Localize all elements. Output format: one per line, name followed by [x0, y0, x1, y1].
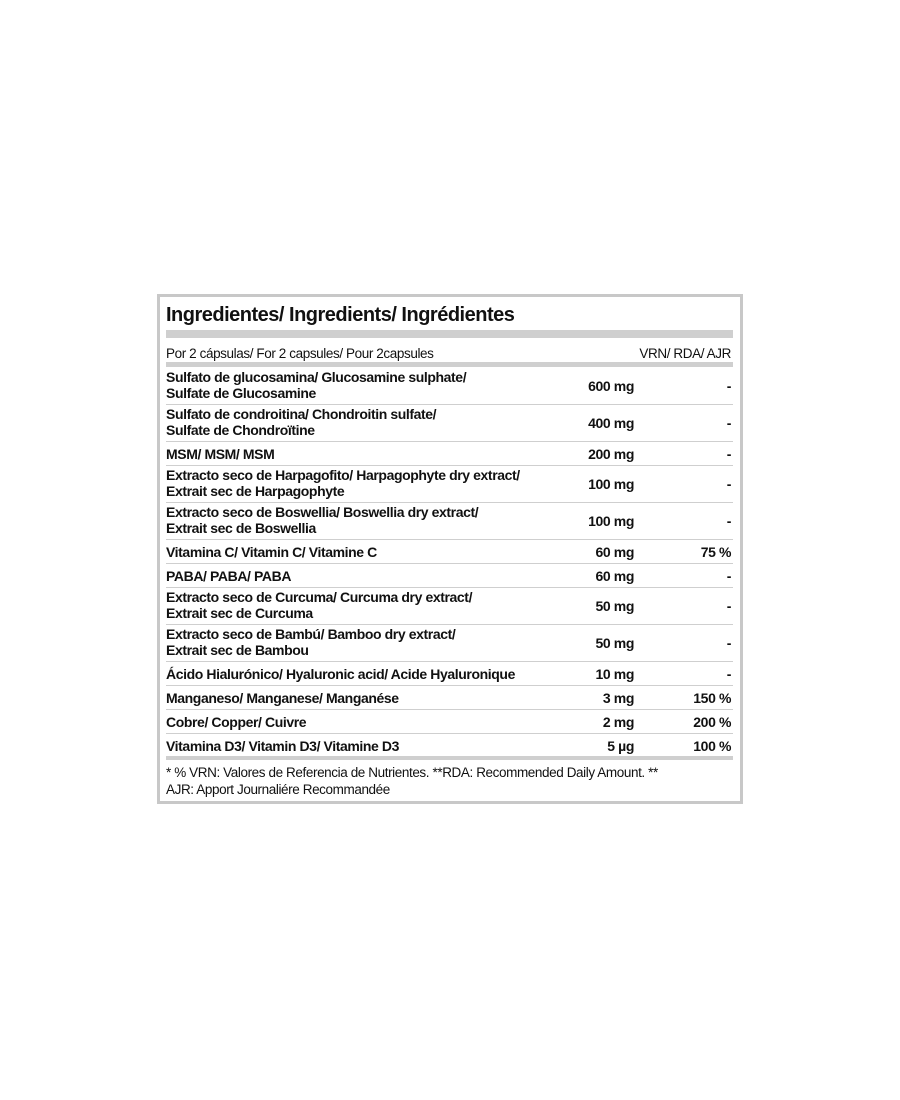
- ingredient-name-line-1: Sulfato de glucosamina/ Glucosamine sulphate/: [166, 369, 467, 385]
- ingredient-name-line-1: Vitamina D3/ Vitamin D3/ Vitamine D3: [166, 738, 400, 754]
- table-bottom-divider: [166, 756, 733, 760]
- ingredients-table-body: [166, 368, 733, 758]
- ingredient-amount: 2 mg: [602, 714, 634, 730]
- ingredient-name: [166, 369, 466, 401]
- ingredient-name: [166, 738, 399, 754]
- ingredient-name-line-1: MSM/ MSM/ MSM: [166, 446, 275, 462]
- ingredient-name-line-1: Extracto seco de Harpagofito/ Harpagophyte dry extract/: [166, 467, 520, 483]
- footnote: [166, 764, 733, 798]
- ingredient-amount: 3 mg: [602, 690, 634, 706]
- table-row: [166, 503, 733, 540]
- table-row: [166, 405, 733, 442]
- table-row: [166, 466, 733, 503]
- ingredient-name: [166, 544, 377, 560]
- ingredient-amount: 5 µg: [607, 738, 634, 754]
- ingredient-name: [166, 666, 515, 682]
- table-row: [166, 564, 733, 588]
- table-row: [166, 662, 733, 686]
- ingredient-name: [166, 406, 436, 438]
- ingredient-vrn: 100 %: [693, 738, 731, 754]
- vrn-column-header: VRN/ RDA/ AJR: [639, 346, 731, 361]
- ingredient-name-line-2: Sulfate de Chondroïtine: [166, 422, 315, 438]
- ingredient-amount: 60 mg: [595, 568, 634, 584]
- table-row: [166, 442, 733, 466]
- table-row: [166, 710, 733, 734]
- per-serving-label: Por 2 cápsulas/ For 2 capsules/ Pour 2capsules: [166, 346, 434, 361]
- table-row: [166, 734, 733, 758]
- table-row: [166, 588, 733, 625]
- ingredient-vrn: -: [726, 513, 731, 529]
- ingredient-amount: 100 mg: [588, 513, 634, 529]
- ingredient-name-line-2: Extrait sec de Boswellia: [166, 520, 316, 536]
- ingredient-amount: 60 mg: [595, 544, 634, 560]
- ingredients-panel: [157, 294, 743, 804]
- table-row: [166, 540, 733, 564]
- ingredient-vrn: 150 %: [693, 690, 731, 706]
- ingredient-name-line-1: Sulfato de condroitina/ Chondroitin sulfate/: [166, 406, 437, 422]
- ingredient-name-line-1: Extracto seco de Curcuma/ Curcuma dry extract/: [166, 589, 473, 605]
- footnote-line-2: AJR: Apport Journaliére Recommandée: [166, 782, 390, 797]
- ingredient-name-line-1: Cobre/ Copper/ Cuivre: [166, 714, 307, 730]
- ingredient-name-line-1: PABA/ PABA/ PABA: [166, 568, 292, 584]
- ingredient-name-line-1: Vitamina C/ Vitamin C/ Vitamine C: [166, 544, 377, 560]
- ingredient-name-line-2: Sulfate de Glucosamine: [166, 385, 316, 401]
- ingredient-name-line-1: Extracto seco de Boswellia/ Boswellia dry extract/: [166, 504, 479, 520]
- ingredient-name: [166, 504, 478, 536]
- ingredient-name-line-1: Extracto seco de Bambú/ Bamboo dry extract/: [166, 626, 456, 642]
- footnote-line-1: * % VRN: Valores de Referencia de Nutrientes. **RDA: Recommended Daily Amount. **: [166, 765, 658, 780]
- table-row: [166, 368, 733, 405]
- ingredient-name: [166, 467, 520, 499]
- ingredient-vrn: 200 %: [693, 714, 731, 730]
- ingredient-vrn: -: [726, 415, 731, 431]
- ingredient-amount: 50 mg: [595, 598, 634, 614]
- ingredient-amount: 50 mg: [595, 635, 634, 651]
- ingredient-name: [166, 626, 455, 658]
- ingredient-amount: 100 mg: [588, 476, 634, 492]
- ingredient-name-line-1: Manganeso/ Manganese/ Manganése: [166, 690, 399, 706]
- ingredient-vrn: -: [726, 635, 731, 651]
- ingredient-name: [166, 446, 274, 462]
- header-divider: [166, 362, 733, 367]
- ingredient-vrn: -: [726, 476, 731, 492]
- table-row: [166, 686, 733, 710]
- ingredient-name: [166, 690, 399, 706]
- table-row: [166, 625, 733, 662]
- ingredient-vrn: -: [726, 666, 731, 682]
- ingredient-amount: 10 mg: [595, 666, 634, 682]
- panel-title: Ingredientes/ Ingredients/ Ingrédientes: [166, 304, 515, 326]
- ingredient-name: [166, 589, 472, 621]
- ingredient-name-line-2: Extrait sec de Harpagophyte: [166, 483, 345, 499]
- ingredients-panel-inner: [166, 297, 733, 801]
- ingredient-name: [166, 714, 306, 730]
- ingredient-vrn: -: [726, 378, 731, 394]
- ingredient-name-line-2: Extrait sec de Bambou: [166, 642, 309, 658]
- ingredient-vrn: -: [726, 598, 731, 614]
- ingredient-vrn: 75 %: [700, 544, 731, 560]
- ingredient-name: [166, 568, 291, 584]
- ingredient-amount: 600 mg: [588, 378, 634, 394]
- ingredient-vrn: -: [726, 568, 731, 584]
- ingredient-amount: 400 mg: [588, 415, 634, 431]
- ingredient-name-line-2: Extrait sec de Curcuma: [166, 605, 313, 621]
- ingredient-amount: 200 mg: [588, 446, 634, 462]
- ingredient-name-line-1: Ácido Hialurónico/ Hyaluronic acid/ Acide Hyaluronique: [166, 666, 515, 682]
- ingredient-vrn: -: [726, 446, 731, 462]
- title-divider: [166, 330, 733, 338]
